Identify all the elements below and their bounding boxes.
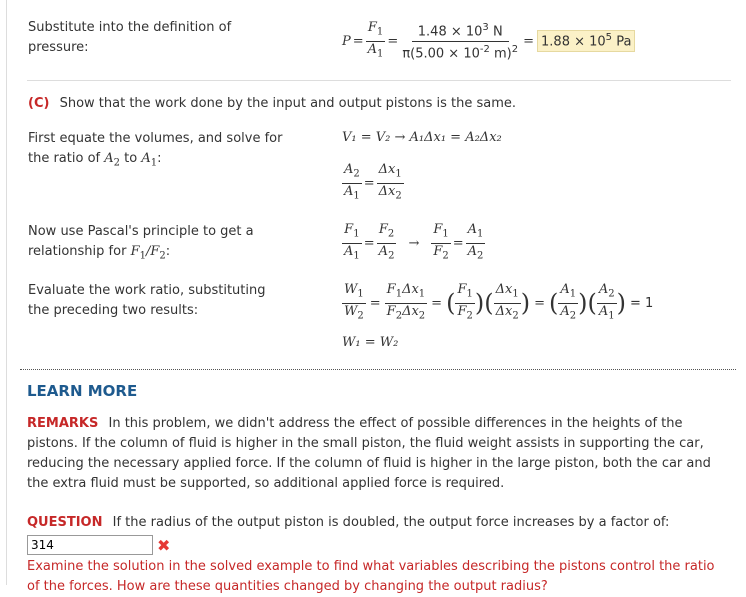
pressure-answer: $1.88 \times 10^5$ Pa [537, 30, 635, 51]
step3-label: Now use Pascal's principle to get a relationship for $F_1/F_2$: [28, 224, 254, 262]
left-border [6, 0, 7, 585]
dotted-divider [20, 369, 736, 370]
feedback-text: Examine the solution in the solved example to find what variables describing the pistons control the ratio of the forces. How are these quantities changed by changing the output radius? [27, 559, 715, 594]
question-line: QUESTION If the radius of the output piston is doubled, the output force increases by a factor of: [27, 515, 670, 530]
work-ratio-equation: $\frac{W_1}{W_2}$ = $\frac{F_1\Delta x_1}{F_2\Delta x_2}$ = ( $\frac{F_1}{F_2}$ ) ( $\frac{\Delta x_1}{\Delta x_2}$ ) = ( $\frac{A_1}{A_2}$ ) ( $\frac{A_2}{A_1}$ ) = 1 [344, 282, 654, 322]
work-equal-equation: W₁ = W₂ [342, 335, 399, 350]
f1-over-a1: $\frac{F_1}{A_1}$ [367, 20, 384, 60]
incorrect-x-icon: ✖ [157, 535, 171, 555]
step4-label: Evaluate the work ratio, substituting the preceding two results: [28, 283, 266, 318]
part-c-header: (C) Show that the work done by the input and output pistons is the same. [28, 96, 517, 111]
area-ratio-equation: $\frac{A_2}{A_1}$ = $\frac{\Delta x_1}{\Delta x_2}$ [344, 162, 402, 202]
pressure-fraction: $\frac{1.48 \times 10^3 N}{\pi(5.00 \times 10^{-2} m)^2}$ [402, 22, 519, 61]
step1-label: Substitute into the definition of pressure: [28, 20, 232, 55]
answer-input[interactable] [27, 535, 153, 555]
pascal-equation: $\frac{F_1}{A_1}$ = $\frac{F_2}{A_2}$ → $\frac{F_1}{F_2}$ = $\frac{A_1}{A_2}$ [344, 222, 484, 262]
learn-more-heading: LEARN MORE [27, 382, 138, 400]
pressure-equation: P = $\frac{F_1}{A_1}$ = $\frac{1.48 \times 10^3 N}{\pi(5.00 \times 10^{-2} m)^2}$ = $1.88 \times 10^5$ Pa [342, 20, 635, 62]
step2-label: First equate the volumes, and solve for the ratio of $A_2$ to $A_1$: [28, 131, 283, 169]
divider [27, 80, 731, 81]
volume-equation: V₁ = V₂ → A₁Δx₁ = A₂Δx₂ [342, 130, 502, 145]
remarks-paragraph: REMARKS In this problem, we didn't address the effect of possible differences in the heights of the pistons. If the column of fluid is higher in the small piston, the fluid weight assists in supporting the car, reducing the necessary applied force. If the column of fluid is higher in the large piston, both the car and the extra fluid must be supported, so additional applied force is required. [27, 416, 711, 491]
answer-row [27, 535, 170, 555]
